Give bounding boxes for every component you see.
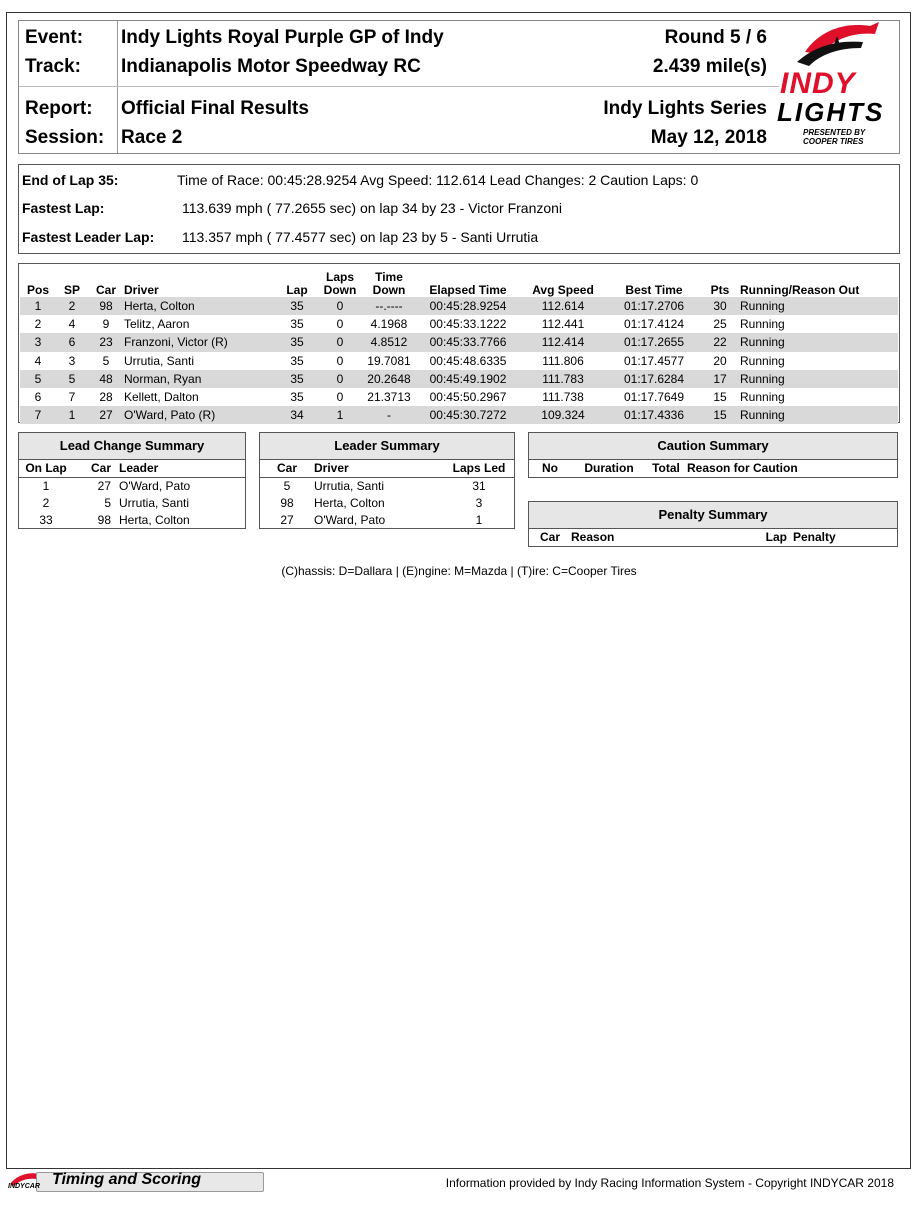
- logo-word-lights: LIGHTS: [777, 97, 885, 127]
- cell-pts: 15: [713, 390, 727, 405]
- cell-on-lap: 33: [39, 513, 53, 527]
- col-driver: Driver: [314, 460, 444, 478]
- caution-summary: [528, 432, 898, 478]
- cell-time-down: 4.8512: [360, 333, 418, 351]
- cell-running: Running: [740, 297, 898, 315]
- cell-elapsed-time: 00:45:49.1902: [418, 370, 518, 388]
- cell-lap: 35: [290, 317, 304, 332]
- logo-sponsor: PRESENTED BY COOPER TIRES: [803, 128, 866, 146]
- event-header: [18, 20, 900, 154]
- cell-best-time: 01:17.4124: [623, 317, 685, 332]
- cell-pos: 2: [34, 317, 42, 332]
- cell-avg-speed: 112.441: [541, 317, 585, 332]
- cell-avg-speed: 109.324: [518, 406, 608, 424]
- cell-pts: 30: [700, 297, 740, 315]
- cell-driver: Telitz, Aaron: [124, 317, 190, 332]
- footer-credit: Information provided by Indy Racing Information System - Copyright INDYCAR 2018: [445, 1176, 894, 1190]
- cell-pts: 15: [700, 406, 740, 424]
- indy-lights-logo: [775, 12, 890, 146]
- table-row: [20, 388, 898, 406]
- end-of-lap-label: End of Lap 35:: [22, 172, 119, 188]
- report-name: Official Final Results: [121, 98, 309, 119]
- cell-laps-down: 0: [320, 333, 360, 351]
- cell-leader: Urrutia, Santi: [119, 496, 190, 510]
- cell-sp: 1: [56, 406, 88, 424]
- col-laps-led: Laps Led: [444, 460, 514, 478]
- indycar-mini-text: INDYCAR: [8, 1183, 40, 1190]
- results-header-row: [20, 266, 898, 297]
- cell-best-time: 01:17.4336: [608, 406, 700, 424]
- cell-lap: 34: [274, 406, 320, 424]
- cell-time-down: 21.3713: [367, 390, 411, 405]
- cell-avg-speed: 111.806: [542, 353, 584, 368]
- cell-best-time: 01:17.4577: [623, 353, 685, 368]
- cell-laps-led: 1: [475, 513, 483, 527]
- cell-sp: 6: [56, 333, 88, 351]
- leader-summary: [259, 432, 515, 529]
- timing-scoring-text: Timing and Scoring: [52, 1171, 202, 1188]
- leader-summary-title: Leader Summary: [260, 433, 514, 460]
- cell-leader: O'Ward, Pato: [119, 479, 191, 493]
- cell-running: Running: [740, 370, 898, 388]
- cell-car: 27: [97, 479, 111, 493]
- cell-elapsed-time: 00:45:30.7272: [418, 406, 518, 424]
- cell-driver: Kellett, Dalton: [124, 390, 199, 405]
- cell-laps-down: 0: [320, 370, 360, 388]
- results-panel: [18, 263, 900, 423]
- race-date: May 12, 2018: [650, 127, 767, 148]
- penalty-summary-table: [529, 529, 897, 546]
- track-length: 2.439 mile(s): [652, 56, 767, 77]
- lead-change-title: Lead Change Summary: [19, 433, 245, 460]
- cell-laps-down: 1: [320, 406, 360, 424]
- cell-sp: 5: [56, 370, 88, 388]
- cell-elapsed-time: 00:45:28.9254: [418, 297, 518, 315]
- col-total: Total: [652, 461, 680, 475]
- header-separator: [19, 86, 779, 87]
- cell-time-down: -: [360, 406, 418, 424]
- cell-driver: O'Ward, Pato: [314, 513, 386, 527]
- table-row: [19, 512, 245, 529]
- cell-pos: 1: [20, 297, 56, 315]
- penalty-summary-title: Penalty Summary: [529, 502, 897, 529]
- report-label: Report:: [25, 98, 93, 119]
- cell-time-down: 19.7081: [367, 353, 411, 368]
- cell-pts: 25: [713, 317, 727, 332]
- cell-car: 98: [88, 297, 124, 315]
- cell-car: 5: [283, 479, 291, 493]
- col-pts: Pts: [710, 283, 730, 297]
- cell-driver: Norman, Ryan: [124, 370, 274, 388]
- cell-time-down: --.----: [360, 297, 418, 315]
- cell-car: 5: [102, 353, 110, 368]
- cell-car: 27: [88, 406, 124, 424]
- table-row: [20, 297, 898, 315]
- cell-on-lap: 1: [42, 479, 50, 493]
- cell-avg-speed: 111.783: [518, 370, 608, 388]
- timing-scoring-logo: [6, 1170, 260, 1194]
- col-lap: Lap: [765, 530, 787, 544]
- col-duration: Duration: [584, 461, 634, 475]
- cell-driver: O'Ward, Pato (R): [124, 406, 274, 424]
- cell-elapsed-time: 00:45:33.7766: [418, 333, 518, 351]
- table-row: [20, 315, 898, 333]
- cell-pos: 4: [34, 353, 42, 368]
- col-avg-speed: Avg Speed: [532, 283, 594, 297]
- table-row: [260, 495, 514, 512]
- event-name: Indy Lights Royal Purple GP of Indy: [121, 27, 444, 48]
- cell-pos: 6: [34, 390, 42, 405]
- col-time-down: Time Down: [372, 270, 406, 297]
- col-best-time: Best Time: [625, 283, 683, 297]
- cell-driver: Franzoni, Victor (R): [124, 333, 274, 351]
- cell-avg-speed: 111.738: [542, 390, 584, 405]
- cell-running: Running: [740, 353, 785, 368]
- penalty-summary: [528, 501, 898, 547]
- table-row: [20, 333, 898, 351]
- cell-time-down: 20.2648: [360, 370, 418, 388]
- cell-best-time: 01:17.7649: [623, 390, 685, 405]
- fastest-leader-lap-label: Fastest Leader Lap:: [22, 229, 155, 245]
- cell-leader: Herta, Colton: [119, 513, 190, 527]
- cell-car: 28: [99, 390, 113, 405]
- col-lap: Lap: [286, 283, 308, 297]
- cell-on-lap: 2: [42, 496, 50, 510]
- cell-car: 48: [88, 370, 124, 388]
- cell-sp: 3: [68, 353, 76, 368]
- fastest-lap-value: 113.639 mph ( 77.2655 sec) on lap 34 by 23 - Victor Franzoni: [182, 200, 563, 216]
- cell-laps-down: 0: [320, 297, 360, 315]
- cell-lap: 35: [290, 353, 304, 368]
- col-sp: SP: [63, 283, 80, 297]
- col-reason: Reason for Caution: [687, 461, 798, 475]
- col-car: Car: [539, 530, 560, 544]
- cell-driver: Urrutia, Santi: [314, 479, 385, 493]
- table-row: [20, 370, 898, 388]
- cell-laps-down: 0: [336, 390, 344, 405]
- col-penalty: Penalty: [793, 530, 836, 544]
- table-row: [19, 478, 245, 496]
- round: Round 5 / 6: [664, 27, 767, 48]
- cell-sp: 2: [56, 297, 88, 315]
- cell-running: Running: [740, 333, 898, 351]
- caution-summary-title: Caution Summary: [529, 433, 897, 460]
- col-pos: Pos: [26, 283, 49, 297]
- logo-word-indy: INDY: [780, 67, 856, 100]
- leader-summary-table: [260, 460, 514, 529]
- table-row: [20, 352, 898, 370]
- flag-swoosh-icon: [775, 12, 890, 72]
- cell-car: 5: [104, 496, 111, 510]
- cell-pos: 5: [20, 370, 56, 388]
- cell-sp: 7: [68, 390, 76, 405]
- col-laps-down: Laps Down: [323, 270, 357, 297]
- cell-elapsed-time: 00:45:50.2967: [429, 390, 507, 405]
- table-row: [260, 512, 514, 529]
- lead-change-summary: [18, 432, 246, 529]
- cell-best-time: 01:17.2706: [608, 297, 700, 315]
- col-driver: Driver: [124, 283, 159, 297]
- cell-driver: Herta, Colton: [124, 297, 274, 315]
- cell-lap: 35: [274, 370, 320, 388]
- cell-pos: 7: [20, 406, 56, 424]
- series-name: Indy Lights Series: [603, 98, 767, 119]
- cell-driver: Herta, Colton: [314, 496, 385, 510]
- col-elapsed-time: Elapsed Time: [429, 283, 507, 297]
- cell-car: 9: [102, 317, 110, 332]
- footer-rule: [6, 1168, 911, 1169]
- col-car: Car: [95, 283, 116, 297]
- session-label: Session:: [25, 127, 105, 148]
- cell-driver: Urrutia, Santi: [124, 353, 195, 368]
- table-row: [260, 478, 514, 496]
- cell-elapsed-time: 00:45:33.1222: [429, 317, 507, 332]
- cell-elapsed-time: 00:45:48.6335: [429, 353, 507, 368]
- cell-sp: 4: [68, 317, 76, 332]
- col-leader: Leader: [111, 460, 245, 478]
- table-row: [20, 406, 898, 424]
- cell-avg-speed: 112.614: [518, 297, 608, 315]
- cell-lap: 35: [274, 333, 320, 351]
- cell-avg-speed: 112.414: [518, 333, 608, 351]
- legend-note: (C)hassis: D=Dallara | (E)ngine: M=Mazda | (T)ire: C=Cooper Tires: [281, 564, 637, 578]
- fastest-lap-label: Fastest Lap:: [22, 200, 105, 216]
- cell-running: Running: [740, 317, 785, 332]
- track-name: Indianapolis Motor Speedway RC: [121, 56, 421, 77]
- cell-running: Running: [740, 406, 898, 424]
- caution-summary-table: [529, 460, 897, 477]
- race-summary: [18, 164, 900, 254]
- cell-car: 98: [280, 496, 294, 510]
- cell-best-time: 01:17.2655: [608, 333, 700, 351]
- session-name: Race 2: [121, 127, 183, 148]
- cell-pts: 20: [713, 353, 727, 368]
- fastest-leader-lap-value: 113.357 mph ( 77.4577 sec) on lap 23 by 5 - Santi Urrutia: [182, 229, 539, 245]
- cell-time-down: 4.1968: [370, 317, 408, 332]
- cell-laps-led: 31: [472, 479, 486, 493]
- lead-change-table: [19, 460, 245, 529]
- cell-pos: 3: [20, 333, 56, 351]
- col-no: No: [542, 461, 558, 475]
- cell-car: 98: [97, 513, 111, 527]
- cell-laps-down: 0: [336, 317, 344, 332]
- col-car: Car: [73, 460, 111, 478]
- cell-best-time: 01:17.6284: [608, 370, 700, 388]
- col-car: Car: [260, 460, 314, 478]
- cell-lap: 35: [290, 390, 304, 405]
- cell-laps-led: 3: [475, 496, 483, 510]
- track-label: Track:: [25, 56, 81, 77]
- cell-pts: 17: [700, 370, 740, 388]
- cell-car: 23: [88, 333, 124, 351]
- table-row: [19, 495, 245, 512]
- cell-laps-down: 0: [336, 353, 344, 368]
- col-on-lap: On Lap: [19, 460, 73, 478]
- race-stats: Time of Race: 00:45:28.9254 Avg Speed: 112.614 Lead Changes: 2 Caution Laps: 0: [177, 172, 699, 188]
- cell-pts: 22: [700, 333, 740, 351]
- cell-car: 27: [280, 513, 294, 527]
- results-table: [20, 266, 898, 424]
- cell-running: Running: [740, 390, 785, 405]
- col-running: Running/Reason Out: [740, 283, 860, 297]
- event-label: Event:: [25, 27, 84, 48]
- col-reason: Reason: [571, 530, 615, 544]
- cell-lap: 35: [274, 297, 320, 315]
